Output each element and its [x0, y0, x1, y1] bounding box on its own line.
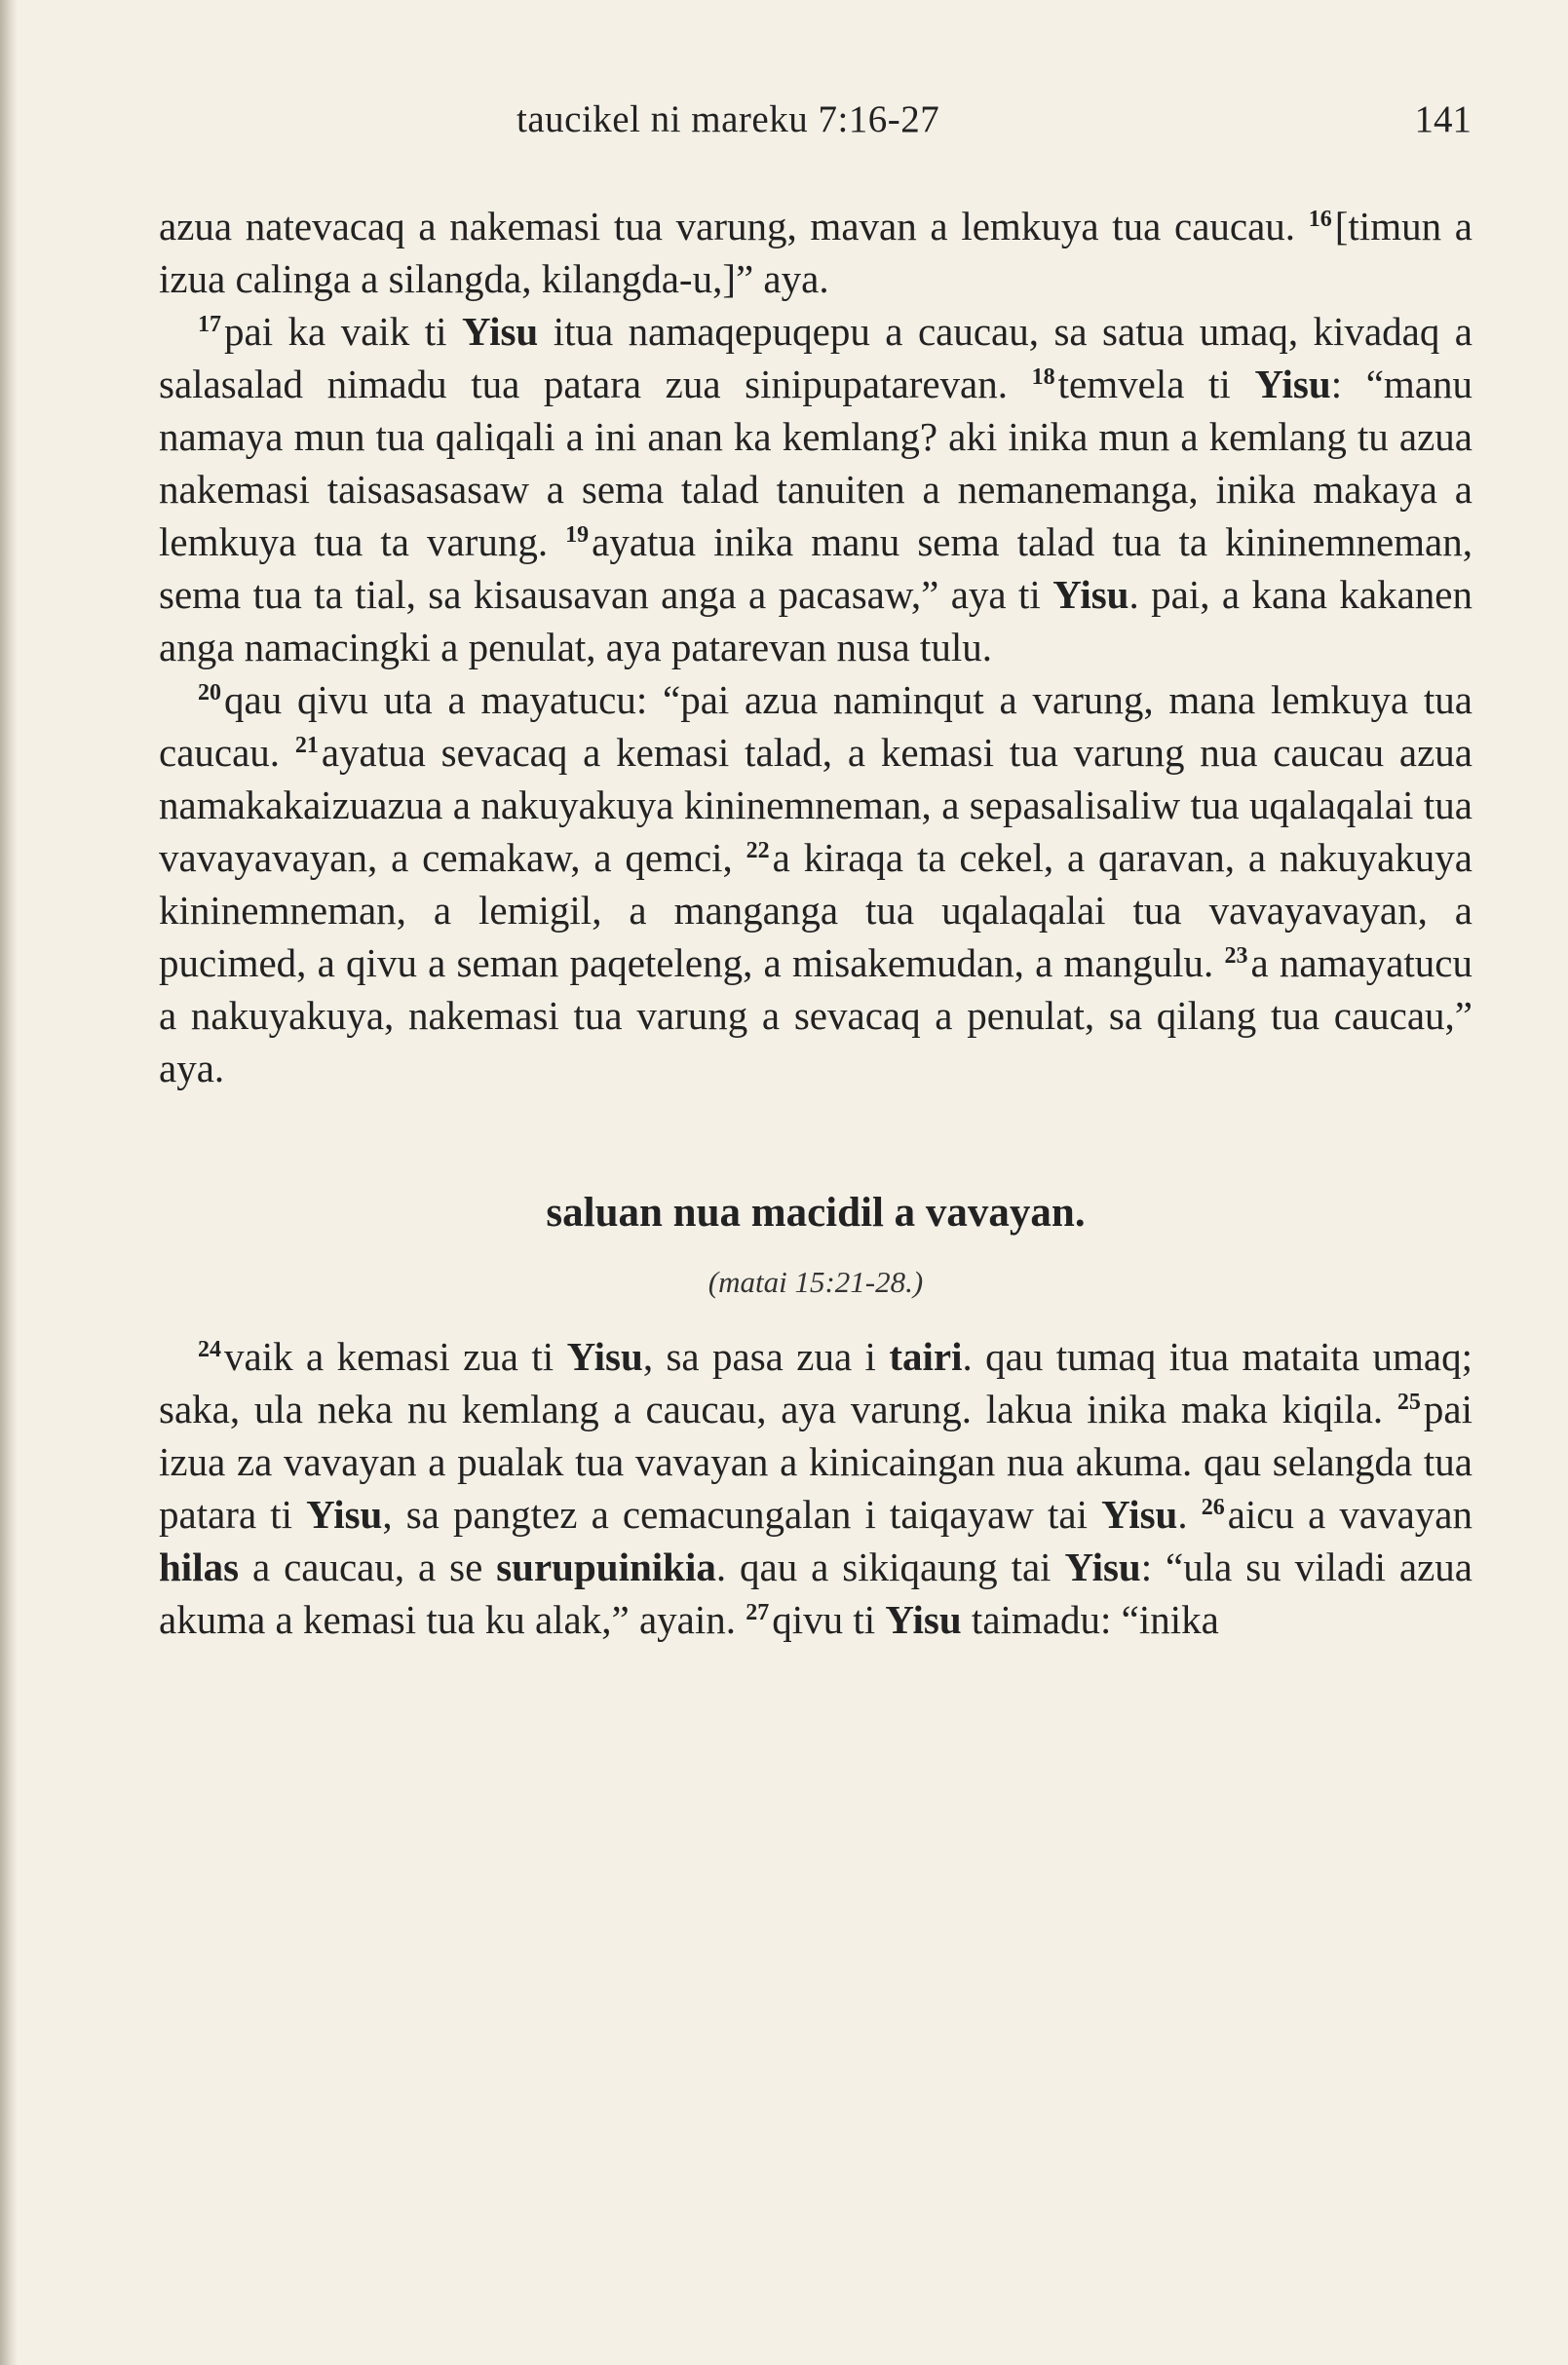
section-heading: saluan nua macidil a vavayan. [546, 1190, 1086, 1236]
verse-number: 22 [746, 838, 770, 863]
verse-number: 18 [1031, 364, 1055, 390]
paragraph: azua natevacaq a nakemasi tua varung, mavan a lemkuya tua caucau. $^{16}$[timun a izua calinga a silangda, kilangda-u,]” aya. [159, 204, 1472, 301]
verse-number: 23 [1224, 943, 1248, 969]
verse-number: 21 [294, 733, 319, 758]
verse-number: 16 [1308, 207, 1332, 232]
page-number: 141 [1414, 98, 1472, 140]
verse-number: 17 [198, 312, 221, 337]
page-binding-edge [0, 0, 18, 2365]
section-reference: (matai 15:21-28.) [708, 1265, 924, 1299]
text-block-top [159, 200, 1472, 1094]
verse-number: 19 [565, 522, 590, 548]
verse-number: 20 [198, 680, 221, 706]
paragraph: $^{24}$vaik a kemasi zua ti Yisu, sa pasa zua i tairi. qau tumaq itua mataita umaq; saka, ula neka nu kemlang a caucau, aya varung. lakua inika maka kiqila. $^{25}$pai izua za vavayan a pualak tua vavayan a kinicaingan nua akuma. qau selangda tua patara ti Yisu, sa pangtez a cemacungalan i taiqayaw tai Yisu. $^{26}$aicu a vavayan hilas a caucau, a se surupuinikia. qau a sikiqaung tai Yisu: “ula su viladi azua akuma a kemasi tua ku alak,” ayain. $^{27}$qivu ti Yisu taimadu: “inika [159, 1334, 1473, 1642]
paragraph: $^{17}$pai ka vaik ti Yisu itua namaqepuqepu a caucau, sa satua umaq, kivadaq a salasalad nimadu tua patara zua sinipupatarevan. $^{18}$temvela ti Yisu: “manu namaya mun tua qaliqali a ini anan ka kemlang? aki inika mun a kemlang tu azua nakemasi taisasasasaw a sema talad tanuiten a nemanemanga, inika makaya a lemkuya tua ta varung. $^{19}$ayatua inika manu sema talad tua ta kininemneman, sema tua ta tial, sa kisausavan anga a pacasaw,” aya ti Yisu. pai, a kana kakanen anga namacingki a penulat, aya patarevan nusa tulu. [159, 309, 1472, 669]
verse-number: 25 [1396, 1390, 1421, 1415]
text-block-bottom [159, 1330, 1472, 1646]
paragraph: $^{20}$qau qivu uta a mayatucu: “pai azua naminqut a varung, mana lemkuya tua caucau. $^{21}$ayatua sevacaq a kemasi talad, a kemasi tua varung nua caucau azua namakakaizuazua a nakuyakuya kininemneman, a sepasalisaliw tua uqalaqalai tua vavayavayan, a cemakaw, a qemci, $^{22}$a kiraqa ta cekel, a qaravan, a nakuyakuya kininemneman, a lemigil, a manganga tua uqalaqalai tua vavayavayan, a pucimed, a qivu a seman paqeteleng, a misakemudan, a mangulu. $^{23}$a namayatucu a nakuyakuya, nakemasi tua varung a sevacaq a penulat, sa qilang tua caucau,” aya. [159, 677, 1472, 1090]
verse-number: 26 [1201, 1495, 1225, 1520]
verse-number: 27 [746, 1600, 770, 1625]
running-header [156, 97, 1472, 156]
verse-number: 24 [198, 1337, 221, 1362]
running-title: taucikel ni mareku 7:16-27 [516, 98, 940, 140]
